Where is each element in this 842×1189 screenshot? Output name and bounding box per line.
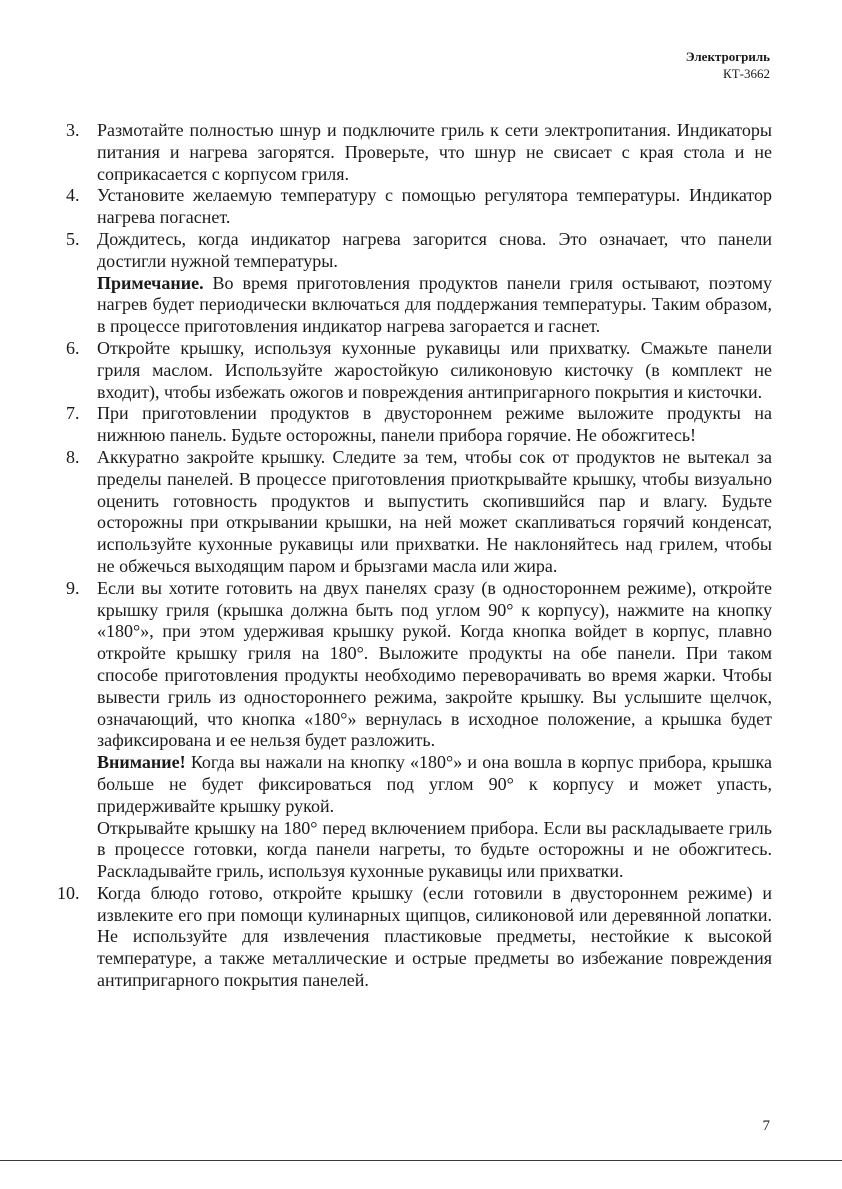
item-text — [97, 229, 772, 273]
item-text — [97, 447, 772, 578]
item-text — [97, 120, 772, 185]
note-paragraph — [97, 273, 772, 338]
item-text — [97, 403, 772, 447]
warning-paragraph — [97, 752, 772, 817]
paragraph-text: Когда блюдо готово, откройте крышку (если готовили в двустороннем режиме) и извлеките его при помощи кулинарных щипцов, силиконовой или деревянной лопатки. Не используйте для извлечения пластиковые предметы, нестойкие к высокой температуре, а также металлические и острые предметы во избежание повреждения антипригарного покрытия панелей. — [97, 882, 772, 991]
page-header — [686, 48, 770, 82]
paragraph-text: Дождитесь, когда индикатор нагрева загорится снова. Это означает, что панели достигли нужной температуры. — [97, 228, 772, 271]
warning-label: Внимание! — [97, 752, 186, 773]
paragraph-text: Когда вы нажали на кнопку «180°» и она вошла в корпус прибора, крышка больше не будет фиксироваться под углом 90° к корпусу и может упасть, придерживайте крышку рукой. — [97, 752, 773, 816]
list-item — [66, 185, 772, 229]
list-item — [66, 229, 772, 338]
list-item — [66, 120, 772, 185]
list-item — [66, 578, 772, 883]
list-item — [57, 882, 772, 992]
item-number: 6. — [66, 337, 80, 358]
item-number: 10. — [57, 882, 80, 903]
paragraph-text: Если вы хотите готовить на двух панелях сразу (в одностороннем режиме), откройте крышку гриля (крышка должна быть под углом 90° к корпусу), нажмите на кнопку «180°», при этом удерживая крышку рукой. Когда кнопка войдет в корпус, плавно откройте крышку гриля на 180°. Выложите продукты на обе панели. При таком способе приготовления продукты необходимо переворачивать во время жарки. Чтобы вывести гриль из одностороннего режима, закройте крышку. Вы услышите щелчок, означающий, что кнопка «180°» вернулась в исходное положение, а крышка будет зафиксирована и ее нельзя будет разложить. — [97, 577, 772, 751]
item-text — [97, 338, 772, 403]
item-text — [97, 578, 772, 752]
list-item — [66, 403, 772, 447]
note-label: Примечание. — [97, 272, 204, 293]
bottom-divider — [0, 1160, 842, 1161]
paragraph-text: Размотайте полностью шнур и подключите гриль к сети электропитания. Индикаторы питания и нагрева загорятся. Проверьте, что шнур не свисает с края стола и не соприкасается с корпусом гриля. — [97, 120, 772, 184]
item-number: 5. — [66, 228, 80, 249]
item-number: 9. — [66, 577, 80, 598]
paragraph-text: Во время приготовления продуктов панели гриля остывают, поэтому нагрев будет периодически включаться для поддержания температуры. Таким образом, в процессе приготовления индикатор нагрева загорается и гаснет. — [97, 272, 772, 337]
item-text — [97, 185, 772, 229]
list-item — [66, 338, 772, 403]
paragraph-text: Открывайте крышку на 180° перед включением прибора. Если вы раскладываете гриль в процессе готовки, когда панели нагреты, то будьте осторожны и не обожгитесь. Раскладывайте гриль, используя кухонные рукавицы или прихватки. — [97, 817, 772, 882]
model-number: КТ-3662 — [723, 66, 770, 81]
item-text — [97, 818, 772, 883]
item-number: 3. — [66, 120, 80, 140]
list-item — [66, 447, 772, 578]
instruction-list — [57, 120, 773, 992]
item-number: 7. — [66, 403, 80, 424]
paragraph-text: Установите желаемую температуру с помощью регулятора температуры. Индикатор нагрева погаснет. — [97, 185, 772, 228]
item-text — [97, 883, 772, 992]
paragraph-text: Откройте крышку, используя кухонные рукавицы или прихватку. Смажьте панели гриля маслом. Используйте жаростойкую силиконовую кисточку (в комплект не входит), чтобы избежать ожогов и повреждения антипригарного покрытия и кисточки. — [97, 337, 772, 402]
document-title: Электрогриль — [685, 49, 770, 64]
page-number: 7 — [762, 1118, 770, 1134]
item-number: 8. — [66, 446, 80, 467]
item-number: 4. — [66, 185, 80, 206]
paragraph-text: При приготовлении продуктов в двустороннем режиме выложите продукты на нижнюю панель. Будьте осторожны, панели прибора горячие. Не обожгитесь! — [97, 403, 772, 446]
paragraph-text: Аккуратно закройте крышку. Следите за тем, чтобы сок от продуктов не вытекал за пределы панелей. В процессе приготовления приоткрывайте крышку, чтобы визуально оценить готовность продуктов и выпустить скопившийся пар и влагу. Будьте осторожны при открывании крышки, на ней может скапливаться горячий конденсат, используйте кухонные рукавицы или прихватки. Не наклоняйтесь над грилем, чтобы не обжечься выходящим паром и брызгами масла или жира. — [97, 446, 772, 576]
